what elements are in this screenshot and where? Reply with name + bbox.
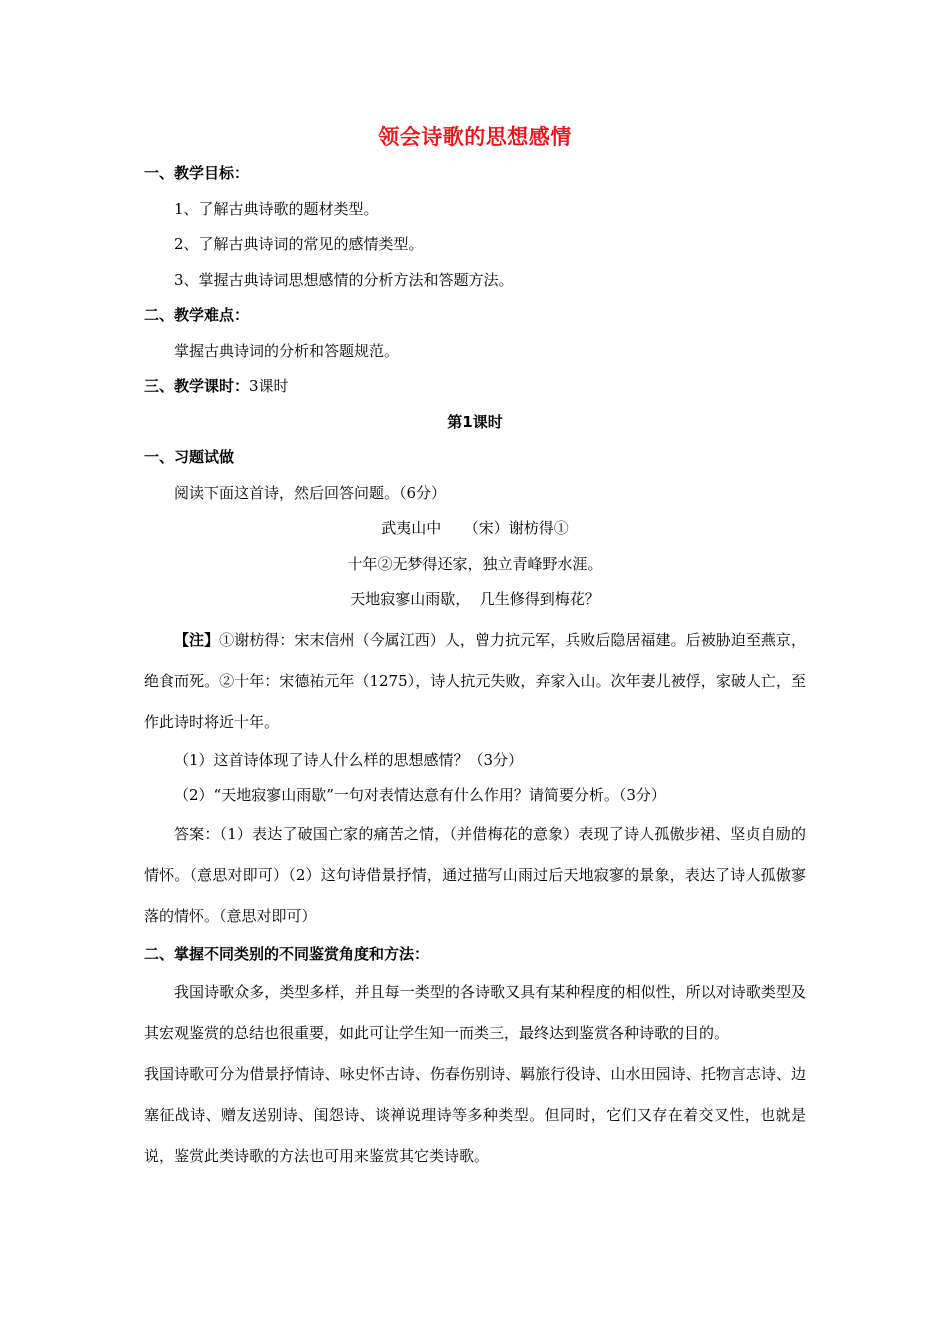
part2-heading: 二、掌握不同类别的不同鉴赏角度和方法： — [144, 944, 430, 963]
note-label: 【注】 — [174, 630, 220, 649]
class-hours-heading: 三、教学课时： — [144, 377, 250, 395]
section-difficulty-heading: 二、教学难点： — [144, 306, 250, 324]
poem-line-2: 天地寂寥山雨歇， 几生修得到梅花？ — [350, 590, 600, 608]
document-title: 领会诗歌的思想感情 — [378, 125, 572, 149]
section-teaching-goals-heading: 一、教学目标： — [144, 164, 250, 182]
goal-item-3: 3、掌握古典诗词思想感情的分析方法和答题方法。 — [174, 270, 514, 289]
goal-item-1: 1、了解古典诗歌的题材类型。 — [174, 199, 379, 218]
answer-text: 答案：（1）表达了破国亡家的痛苦之情，（并借梅花的意象）表现了诗人孤傲步裙、坚贞自励的情怀。（意思对即可）（2）这句诗借景抒情，通过描写山雨过后天地寂寥的景象，表达了诗人孤傲寥落的情怀。（意思对即可） — [144, 824, 806, 925]
exercise-heading: 一、习题试做 — [144, 448, 235, 466]
poem-note — [144, 620, 806, 743]
goal-item-2: 2、了解古典诗词的常见的感情类型。 — [174, 235, 424, 253]
poem-line-1: 十年②无梦得还家，独立青峰野水涯。 — [347, 554, 603, 573]
lesson-title: 第1课时 — [447, 412, 503, 431]
question-1: （1）这首诗体现了诗人什么样的思想感情？（3分） — [174, 750, 524, 769]
difficulty-text: 掌握古典诗词的分析和答题规范。 — [174, 341, 400, 360]
document-page — [144, 118, 806, 1177]
section-class-hours — [144, 369, 806, 405]
poem-title-line: 武夷山中 （宋）谢枋得① — [381, 519, 569, 537]
part2-paragraph-1: 我国诗歌众多，类型多样，并且每一类型的各诗歌又具有某种程度的相似性，所以对诗歌类型及其宏观鉴赏的总结也很重要，如此可让学生知一而类三，最终达到鉴赏各种诗歌的目的。 — [144, 983, 806, 1042]
note-text: ①谢枋得：宋末信州（今属江西）人，曾力抗元军，兵败后隐居福建。后被胁迫至燕京，绝食而死。②十年：宋德祐元年（1275），诗人抗元失败，弃家入山。次年妻儿被俘，家破人亡，至作此诗时将近十年。 — [144, 630, 806, 731]
class-hours-value: 3课时 — [249, 377, 289, 395]
part2-paragraph-2: 我国诗歌可分为借景抒情诗、咏史怀古诗、伤春伤别诗、羁旅行役诗、山水田园诗、托物言志诗、边塞征战诗、赠友送别诗、闺怨诗、谈禅说理诗等多种类型。但同时，它们又存在着交叉性，也就是说，鉴赏此类诗歌的方法也可用来鉴赏其它类诗歌。 — [144, 1065, 806, 1165]
question-2: （2）“天地寂寥山雨歇”一句对表情达意有什么作用？请简要分析。（3分） — [174, 786, 666, 804]
exercise-intro: 阅读下面这首诗，然后回答问题。（6分） — [174, 483, 447, 502]
